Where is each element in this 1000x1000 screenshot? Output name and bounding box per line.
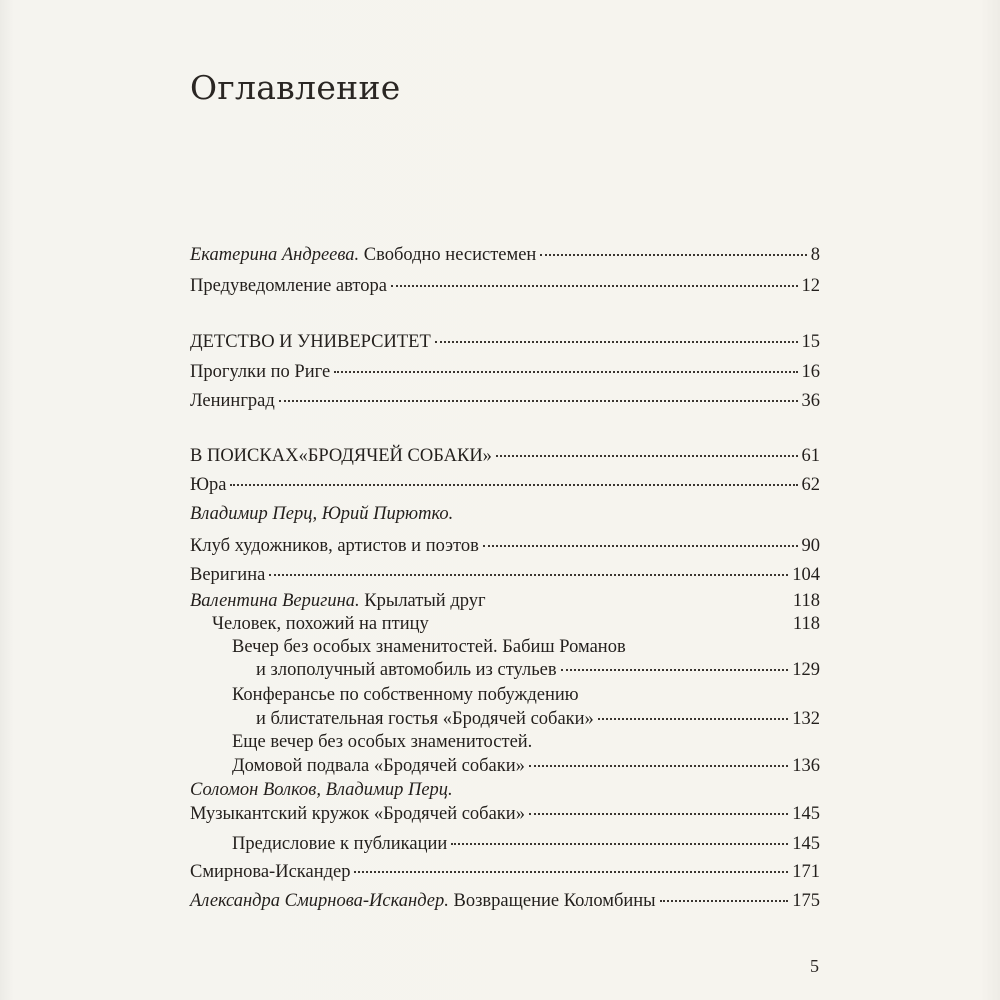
toc-entry-author: Екатерина Андреева. xyxy=(190,245,360,265)
toc-entry-page: 118 xyxy=(792,591,820,611)
toc-entry-page: 16 xyxy=(801,362,820,382)
toc-entry-page: 118 xyxy=(792,614,820,634)
toc-entry-title: Музыкантский кружок «Бродячей собаки» xyxy=(190,804,525,824)
dot-leader xyxy=(435,341,798,343)
toc-entry-title: Вечер без особых знаменитостей. Бабиш Романов xyxy=(232,637,626,657)
dot-leader xyxy=(354,871,788,873)
toc-entry-page: 36 xyxy=(801,391,820,411)
toc-entry-title: Крылатый друг xyxy=(364,591,486,611)
toc-entry-title: Конферансье по собственному побуждению xyxy=(232,685,579,705)
toc-entry[interactable] xyxy=(190,275,820,297)
dot-leader xyxy=(451,843,788,845)
toc-entry[interactable] xyxy=(190,361,820,383)
toc-entry-page: 90 xyxy=(801,536,820,556)
toc-entry[interactable] xyxy=(190,861,820,883)
dot-leader xyxy=(496,455,798,457)
toc-subentry-line xyxy=(232,636,626,658)
toc-entry-author: Соломон Волков, Владимир Перц. xyxy=(190,780,453,800)
toc-entry-page: 12 xyxy=(801,276,820,296)
toc-entry-title: Ленинград xyxy=(190,391,275,411)
toc-entry-page: 8 xyxy=(810,245,820,265)
toc-entry-title: Прогулки по Риге xyxy=(190,362,331,382)
dot-leader xyxy=(433,623,789,625)
toc-entry-title: и злополучный автомобиль из стульев xyxy=(256,660,557,680)
toc-subentry[interactable] xyxy=(256,708,820,730)
dot-leader xyxy=(490,600,789,602)
toc-entry-title: В ПОИСКАХ«БРОДЯЧЕЙ СОБАКИ» xyxy=(190,446,492,466)
toc-entry-page: 61 xyxy=(801,446,820,466)
toc-entry-title: Домовой подвала «Бродячей собаки» xyxy=(232,756,525,776)
toc-entry-page: 132 xyxy=(792,709,820,729)
toc-entry-title: ДЕТСТВО И УНИВЕРСИТЕТ xyxy=(190,332,431,352)
toc-entry-author: Владимир Перц, Юрий Пирютко. xyxy=(190,504,454,524)
toc-entry-title: Юра xyxy=(190,475,227,495)
page-number: 5 xyxy=(810,956,819,976)
toc-entry-title: Веригина xyxy=(190,565,266,585)
toc-entry[interactable] xyxy=(190,390,820,412)
toc-entry[interactable] xyxy=(190,535,820,557)
toc-entry-page: 129 xyxy=(792,660,820,680)
toc-subentry[interactable] xyxy=(232,833,820,855)
dot-leader xyxy=(279,400,798,402)
toc-entry-page: 15 xyxy=(801,332,820,352)
dot-leader xyxy=(660,900,789,902)
dot-leader xyxy=(529,813,788,815)
toc-entry-title: и блистательная гостья «Бродячей собаки» xyxy=(256,709,594,729)
toc-subentry-line xyxy=(232,684,579,706)
toc-subentry[interactable] xyxy=(232,755,820,777)
toc-entry[interactable] xyxy=(190,564,820,586)
toc-entry-title: Возвращение Коломбины xyxy=(453,891,656,911)
page-title: Оглавление xyxy=(190,68,401,107)
toc-entry-title: Смирнова-Искандер xyxy=(190,862,351,882)
dot-leader xyxy=(483,545,798,547)
dot-leader xyxy=(334,371,797,373)
toc-entry-title: Предуведомление автора xyxy=(190,276,387,296)
toc-entry[interactable] xyxy=(190,474,820,496)
toc-subentry[interactable] xyxy=(256,659,820,681)
dot-leader xyxy=(529,765,788,767)
toc-authors-line xyxy=(190,503,453,525)
toc-entry[interactable] xyxy=(190,890,820,912)
toc-entry-title: Предисловие к публикации xyxy=(232,834,448,854)
dot-leader xyxy=(269,574,788,576)
dot-leader xyxy=(540,254,806,256)
toc-section-heading[interactable] xyxy=(190,331,820,353)
toc-entry-title: Свободно несистемен xyxy=(363,245,537,265)
toc-entry-page: 145 xyxy=(792,834,820,854)
dot-leader xyxy=(561,669,789,671)
toc-entry-title: Еще вечер без особых знаменитостей. xyxy=(232,732,533,752)
toc-entry-author: Александра Смирнова-Искандер. xyxy=(190,891,449,911)
toc-entry-page: 175 xyxy=(792,891,820,911)
dot-leader xyxy=(230,484,797,486)
toc-section-heading[interactable] xyxy=(190,445,820,467)
toc-entry-page: 62 xyxy=(801,475,820,495)
toc-entry[interactable] xyxy=(190,803,820,825)
toc-entry-title: Человек, похожий на птицу xyxy=(212,614,429,634)
toc-entry-author: Валентина Веригина. xyxy=(190,591,360,611)
toc-entry[interactable] xyxy=(190,590,820,612)
toc-entry-page: 145 xyxy=(792,804,820,824)
dot-leader xyxy=(391,285,798,287)
toc-subentry[interactable] xyxy=(212,613,820,635)
toc-entry[interactable] xyxy=(190,244,820,266)
toc-entry-page: 104 xyxy=(792,565,820,585)
dot-leader xyxy=(598,718,788,720)
toc-entry-page: 136 xyxy=(792,756,820,776)
toc-authors-line xyxy=(190,779,453,801)
toc-entry-title: Клуб художников, артистов и поэтов xyxy=(190,536,479,556)
toc-entry-page: 171 xyxy=(792,862,820,882)
toc-subentry-line xyxy=(232,731,532,753)
